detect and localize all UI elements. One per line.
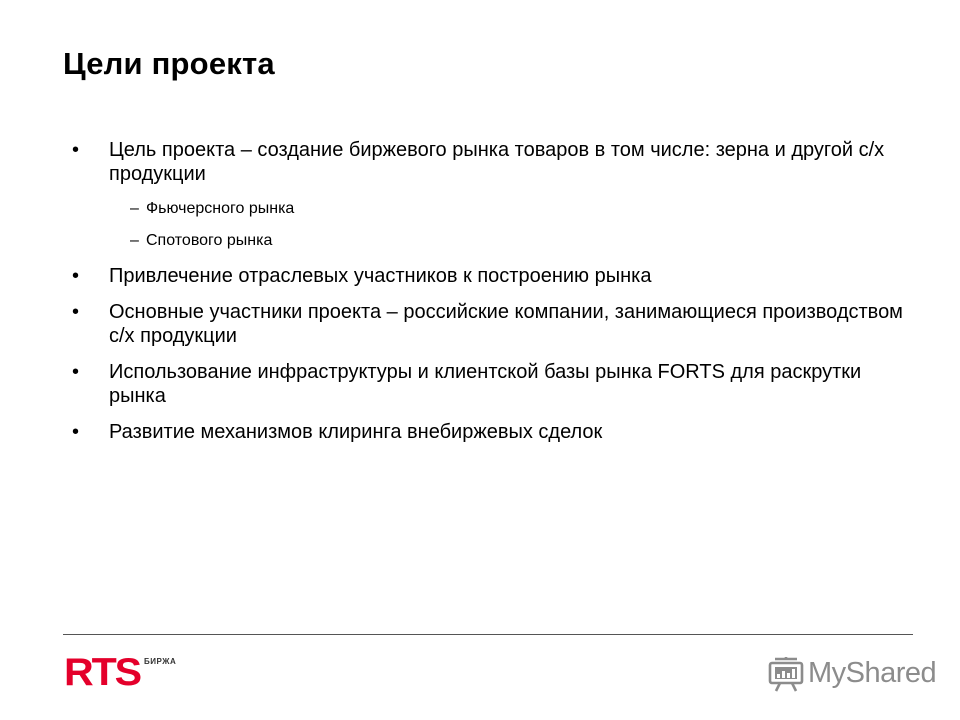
bullet-text: Цель проекта – создание биржевого рынка товаров в том числе: зерна и другой с/х продукции [109,139,885,185]
rts-logo-subtitle: БИРЖА [144,657,177,666]
myshared-watermark [764,650,937,694]
sub-text: Спотового рынка [146,232,273,249]
bullet-mark: • [72,265,80,287]
myshared-text: MyShared [808,657,937,689]
bullet-mark: • [72,301,80,323]
footer-divider [63,634,913,635]
sub-item [72,199,912,219]
bullet-text: Использование инфраструктуры и клиентской базы рынка FORTS для раскрутки рынка [109,361,862,407]
slide-content [72,138,912,444]
bullet-item [72,360,912,408]
bullet-text: Привлечение отраслевых участников к построению рынка [109,265,652,287]
sub-mark: – [130,200,139,217]
rts-logo-mark-icon [64,655,142,687]
rts-logo-mark: RTS [64,655,142,687]
bullet-item [72,420,912,444]
bullet-mark: • [72,139,80,161]
bullet-mark: • [72,361,80,383]
bullet-item [72,264,912,288]
sub-mark: – [130,232,139,249]
bullet-item [72,138,912,186]
bullet-item [72,300,912,348]
sub-text: Фьючерсного рынка [146,200,295,217]
rts-logo [64,655,184,687]
sub-item [72,231,912,251]
bullet-text: Основные участники проекта – российские компании, занимающиеся производством с/х продукции [109,301,903,347]
slide-title: Цели проекта [63,46,275,81]
presentation-board-icon [766,654,806,694]
bullet-text: Развитие механизмов клиринга внебиржевых сделок [109,421,603,443]
bullet-mark: • [72,421,80,443]
